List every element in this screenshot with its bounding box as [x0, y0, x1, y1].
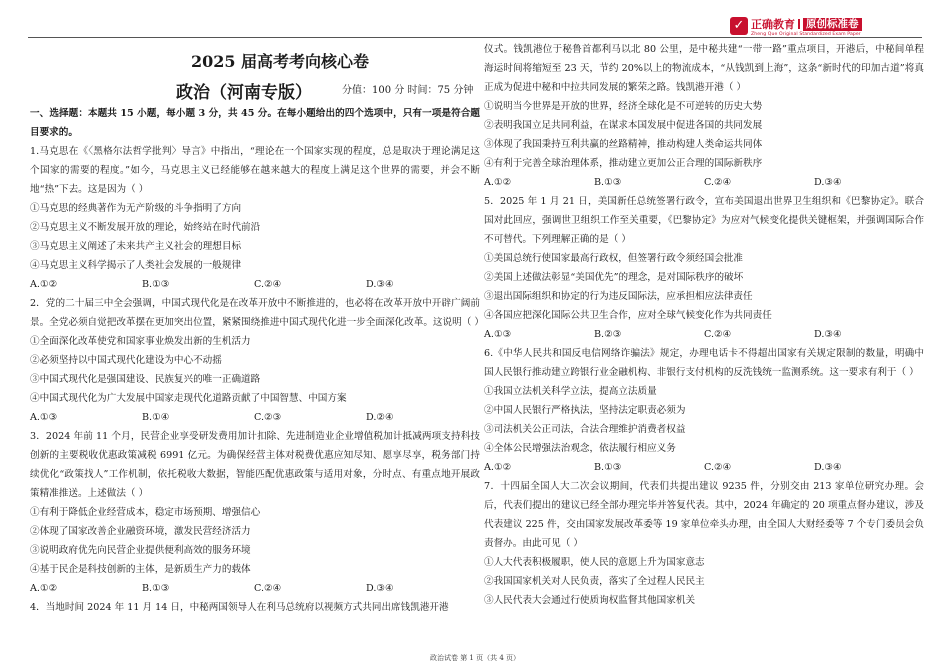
- choice-item: ③马克思主义阐述了未来共产主义社会的理想目标: [30, 241, 242, 252]
- question-4: [484, 40, 924, 192]
- choice-item: ③司法机关公正司法，合法合理维护消费者权益: [484, 424, 686, 435]
- question-stem: 6.《中华人民共和国反电信网络诈骗法》规定，办理电话卡不得超出国家有关规定限制的数量，明确中国人民银行推动建立跨银行业金融机构、非银行支付机构的反洗钱统一监测系统。这一要求有利于（ ）: [484, 348, 924, 378]
- choice-item: ③体现了我国秉持互利共赢的丝路精神，推动构建人类命运共同体: [484, 139, 763, 150]
- question-stem: 2．党的二十届三中全会强调，中国式现代化是在改革开放中不断推进的，也必将在改革开放中开辟广阔前景。全党必须自觉把改革摆在更加突出位置，紧紧围绕推进中国式现代化进一步全面深化改革。这说明（ ）: [30, 298, 484, 328]
- option-a: A.①②: [484, 177, 512, 188]
- option-d: D.③④: [366, 583, 394, 594]
- choice-item: ④中国式现代化为广大发展中国家走现代化道路贡献了中国智慧、中国方案: [30, 393, 347, 404]
- question-stem: 仪式。钱凯港位于秘鲁首都利马以北 80 公里，是中秘共建“一带一路”重点项目，开港后，中秘间单程海运时间将缩短至 23 天，节约 20%以上的物流成本，“从钱凯到上海”，这条“新时代的印加古道”将真正成为促进中秘和中拉共同发展的繁荣之路。钱凯港开港（ ）: [484, 44, 924, 93]
- answer-options: [484, 173, 924, 192]
- option-c: C.②④: [704, 462, 732, 473]
- choice-item: ①美国总统行使国家最高行政权，但签署行政令须经国会批准: [484, 253, 744, 264]
- section-heading: 一、选择题：本题共 15 小题，每小题 3 分，共 45 分。在每小题给出的四个选项中，只有一项是符合题目要求的。: [30, 108, 480, 138]
- option-d: D.③④: [366, 279, 394, 290]
- option-c: C.②④: [704, 177, 732, 188]
- choice-item: ②马克思主义不断发展开放的理论，始终站在时代前沿: [30, 222, 261, 233]
- choice-item: ①有利于降低企业经营成本，稳定市场预期、增强信心: [30, 507, 261, 518]
- answer-options: [484, 325, 924, 344]
- exam-title: 2025 届高考考向核心卷: [190, 52, 370, 71]
- answer-options: [30, 408, 480, 427]
- choice-item: ①说明当今世界是开放的世界，经济全球化是不可逆转的历史大势: [484, 101, 763, 112]
- question-stem: 5．2025 年 1 月 21 日，美国新任总统签署行政令，宣布美国退出世界卫生组织和《巴黎协定》。联合国对此回应，强调世卫组织工作至关重要，《巴黎协定》为应对气候变化提供关键框架，并强调国际合作不可替代。下列理解正确的是（ ）: [484, 196, 924, 245]
- choice-item: ②体现了国家改善企业融资环境，激发民营经济活力: [30, 526, 251, 537]
- option-d: D.③④: [814, 329, 842, 340]
- option-b: B.①④: [142, 412, 170, 423]
- choice-item: ①马克思的经典著作为无产阶级的斗争指明了方向: [30, 203, 242, 214]
- question-5: [484, 192, 924, 344]
- exam-subtitle: 政治（河南专版）: [176, 83, 312, 103]
- choice-item: ①全面深化改革使党和国家事业焕发出新的生机活力: [30, 336, 251, 347]
- question-7: [484, 477, 924, 610]
- option-c: C.②④: [704, 329, 732, 340]
- option-b: B.①③: [142, 583, 170, 594]
- page-footer: 政治试卷 第 1 页（共 4 页）: [429, 654, 521, 662]
- option-a: A.①③: [484, 329, 512, 340]
- option-b: B.①③: [594, 462, 622, 473]
- check-icon: ✓: [730, 17, 748, 35]
- choice-item: ④各国应把深化国际公共卫生合作，应对全球气候变化作为共同责任: [484, 310, 772, 321]
- answer-options: [484, 458, 924, 477]
- answer-options: [30, 275, 480, 294]
- choice-item: ②表明我国立足共同利益，在谋求本国发展中促进各国的共同发展: [484, 120, 763, 131]
- question-2: [30, 294, 484, 427]
- header-rule: [28, 37, 922, 38]
- question-6: [484, 344, 924, 477]
- option-a: A.①③: [30, 412, 58, 423]
- brand-tag: 原创标准卷: [803, 18, 862, 31]
- question-stem: 3．2024 年前 11 个月，民营企业享受研发费用加计扣除、先进制造业企业增值税加计抵减两项支持科技创新的主要税收优惠政策减税 6991 亿元。为确保经营主体对税费优惠应知尽知、愿享尽享，税务部门持续优化“政策找人”工作机制，依托税收大数据，智能匹配优惠政策与适用对象，分时点、有重点地开展政策精准推送。上述做法（ ）: [30, 431, 480, 499]
- choice-item: ②我国国家机关对人民负责，落实了全过程人民民主: [484, 576, 705, 587]
- choice-item: ①我国立法机关科学立法，提高立法质量: [484, 386, 657, 397]
- option-d: D.③④: [814, 462, 842, 473]
- question-stem: 1.马克思在《〈黑格尔法哲学批判〉导言》中指出，“理论在一个国家实现的程度，总是取决于理论满足这个国家的需要的程度。”如今，马克思主义已经能够在越来越大的程度上满足这个世界的需要，并会不断地“热”下去。这是因为（ ）: [30, 146, 480, 195]
- option-b: B.②③: [594, 329, 622, 340]
- choice-item: ③退出国际组织和协定的行为违反国际法，应承担相应法律责任: [484, 291, 753, 302]
- option-d: D.③④: [814, 177, 842, 188]
- choice-item: ③人民代表大会通过行使质询权监督其他国家机关: [484, 595, 696, 606]
- option-d: D.②④: [366, 412, 394, 423]
- option-a: A.①②: [30, 279, 58, 290]
- brand-name: 正确教育: [751, 18, 795, 31]
- brand-subtitle: Zheng Que Original Standardized Exam Paper: [751, 32, 861, 37]
- choice-item: ④基于民企是科技创新的主体，是新质生产力的载体: [30, 564, 251, 575]
- question-stem: 7．十四届全国人大二次会议期间，代表们共提出建议 9235 件，分别交由 213 家单位研究办理。会后，代表们提出的建议已经全部办理完毕并答复代表。其中，2024 年确定的 20 项重点督办建议，涉及代表建议 225 件，交由国家发展改革委等 19 家单位牵头办理，由全国人大财经委等 7 个专门委员会负责督办。由此可见（ ）: [484, 481, 924, 549]
- choice-item: ③说明政府优先向民营企业提供便利高效的服务环境: [30, 545, 251, 556]
- question-4-stem-start: 4．当地时间 2024 年 11 月 14 日，中秘两国领导人在利马总统府以视频方式共同出席钱凯港开港: [30, 602, 449, 613]
- choice-item: ④马克思主义科学揭示了人类社会发展的一般规律: [30, 260, 242, 271]
- score-time: 分值：100 分 时间：75 分钟: [342, 85, 474, 96]
- choice-item: ④全体公民增强法治观念，依法履行相应义务: [484, 443, 676, 454]
- answer-options: [30, 579, 480, 598]
- option-a: A.①②: [30, 583, 58, 594]
- option-c: C.②③: [254, 412, 282, 423]
- option-b: B.①③: [594, 177, 622, 188]
- choice-item: ②中国人民银行严格执法，坚持法定职责必须为: [484, 405, 686, 416]
- choice-item: ②美国上述做法彰显“美国优先”的理念，是对国际秩序的破坏: [484, 272, 744, 283]
- choice-item: ③中国式现代化是强国建设、民族复兴的唯一正确道路: [30, 374, 261, 385]
- question-1: [30, 142, 480, 294]
- choice-item: ④有利于完善全球治理体系，推动建立更加公正合理的国际新秩序: [484, 158, 763, 169]
- choice-item: ②必须坚持以中国式现代化建设为中心不动摇: [30, 355, 222, 366]
- option-c: C.②④: [254, 583, 282, 594]
- option-c: C.②④: [254, 279, 282, 290]
- choice-item: ①人大代表积极履职，使人民的意愿上升为国家意志: [484, 557, 705, 568]
- brand-divider: [798, 19, 800, 29]
- brand-logo: [730, 17, 862, 37]
- option-b: B.①③: [142, 279, 170, 290]
- option-a: A.①②: [484, 462, 512, 473]
- question-3: [30, 427, 480, 598]
